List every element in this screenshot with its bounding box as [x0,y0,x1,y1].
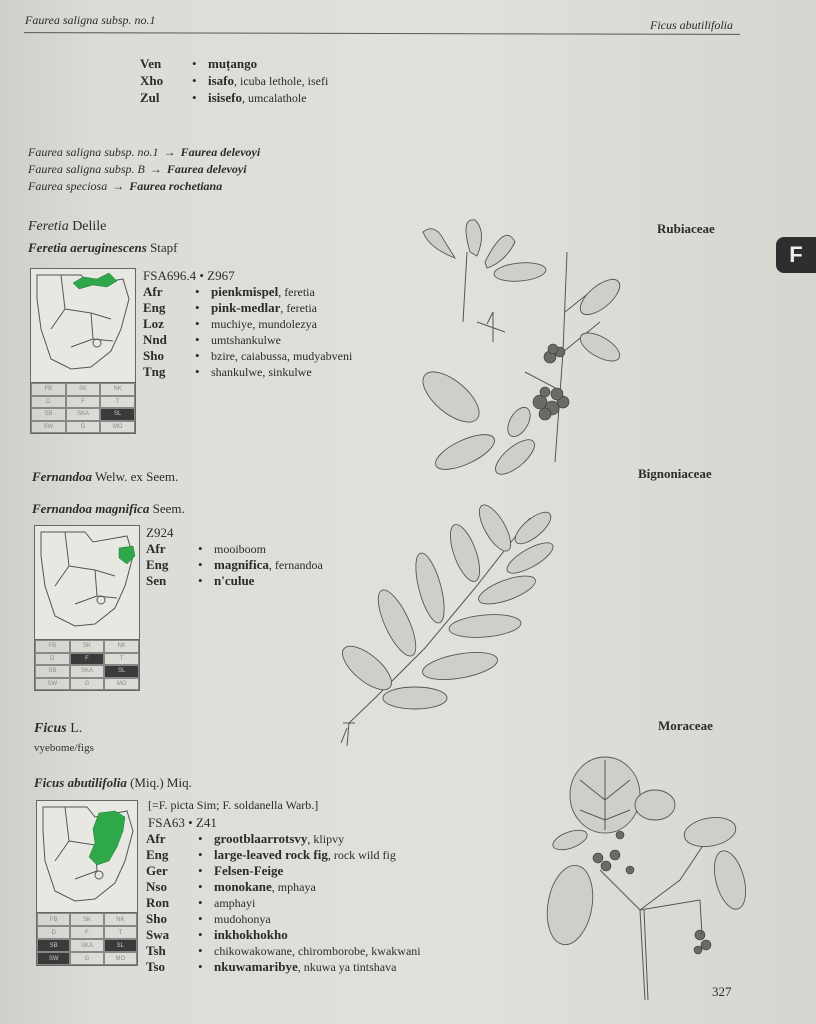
synonym-to: Faurea delevoyi [180,145,261,159]
species-fernandoa-magnifica: Fernandoa magnifica Seem. [32,501,185,516]
refs-ficus: FSA63 • Z41 [148,815,217,830]
primary-name: isisefo [208,90,242,105]
region-cell: SK [70,913,103,926]
synonym-row [28,161,247,177]
synonym-from: Faurea speciosa [28,179,108,193]
fruit-cluster-1 [544,344,565,363]
other-names: umtshankulwe [211,333,281,347]
name-row [146,911,271,927]
primary-name: isafo [208,73,234,88]
bullet: • [198,573,203,588]
region-cell: MO [104,952,137,965]
species-ficus-abutilifolia: Ficus abutilifolia (Miq.) Miq. [34,775,192,790]
bullet: • [195,316,200,331]
family-bignoniaceae: Bignoniaceae [638,466,712,481]
species-feretia-aeruginescens: Feretia aeruginescens Stapf [28,240,178,255]
name-row [146,573,254,589]
other-names: mudohonya [214,912,271,926]
other-names: mooiboom [214,542,267,556]
language-code: Tng [143,364,166,379]
genus-ficus: Ficus L. [34,721,83,736]
running-header-right: Ficus abutilifolia [650,18,733,32]
synonym-row [28,144,260,160]
header-rule [24,32,740,35]
language-code: Sho [146,911,167,926]
region-cell: SL [100,408,135,421]
language-code: Afr [146,541,166,556]
primary-name: nkuwamaribye [214,959,298,974]
common-name-ficus: vyebome/figs [34,742,94,754]
fruit-cluster-2 [533,387,569,420]
name-row [146,557,323,573]
region-cell: D [31,396,66,409]
bullet: • [198,541,203,556]
synonym-line-ficus: [=F. picta Sim; F. soldanella Warb.] [148,798,319,812]
region-cell: NK [104,913,137,926]
region-cell: NK [104,640,139,653]
language-code: Ron [146,895,170,910]
region-cell: D [37,926,70,939]
synonym-to: Faurea rochetiana [129,179,223,193]
name-row [143,348,352,364]
bullet: • [198,911,203,926]
region-cell: T [104,926,137,939]
language-code: Eng [146,847,169,862]
other-names: , mphaya [271,880,316,894]
genus-fernandoa: Fernandoa Welw. ex Seem. [32,469,179,484]
bullet: • [192,56,197,71]
southern-africa-map [35,526,139,640]
name-row [146,895,255,911]
other-names: chikowakowane, chiromborobe, kwakwani [214,944,421,958]
bullet: • [195,348,200,363]
arrow: → [163,145,176,159]
genus-feretia: Feretia Delile [28,219,107,234]
region-cell: SKA [66,408,101,421]
language-code: Afr [143,284,163,299]
language-code: Xho [140,73,164,88]
language-code: Zul [140,90,160,105]
fernandoa-illustration [335,498,557,750]
primary-name: inkhokhokho [214,927,288,942]
bullet: • [195,332,200,347]
primary-name: muṭango [208,56,258,71]
language-code: Sen [146,573,167,588]
region-cell: NK [100,383,135,396]
name-row [146,847,396,863]
region-cell: SL [104,939,137,952]
family-rubiaceae: Rubiaceae [657,221,715,236]
primary-name: grootblaarrotsvy [214,831,308,846]
region-cell: MO [104,678,139,691]
region-cell: SKA [70,939,103,952]
name-row [146,943,421,959]
primary-name: monokane [214,879,272,894]
bullet: • [195,284,200,299]
primary-name: n'culue [214,573,255,588]
other-names: , umcalathole [241,91,307,105]
refs-fernandoa: Z924 [146,525,174,540]
region-cell: G [66,421,101,434]
other-names: shankulwe, sinkulwe [211,365,312,379]
fig-fruits [593,831,711,954]
southern-africa-map [37,801,137,913]
bullet: • [198,847,203,862]
other-names: , icuba lethole, isefi [234,74,329,88]
language-code: Afr [146,831,166,846]
language-code: Swa [146,927,170,942]
region-cell: D [35,653,70,666]
primary-name: large-leaved rock fig [214,847,328,862]
region-cell: MO [100,421,135,434]
region-cell: F [66,396,101,409]
region-cell: G [70,678,105,691]
region-cell: SKA [70,665,105,678]
region-grid-feretia [30,382,136,434]
synonym-from: Faurea saligna subsp. B [28,162,145,176]
bullet: • [198,557,203,572]
name-row [143,300,317,316]
region-cell: SW [31,421,66,434]
language-code: Tso [146,959,166,974]
running-header-left: Faurea saligna subsp. no.1 [25,13,156,27]
name-row [146,831,344,847]
region-cell: T [100,396,135,409]
ficus-illustration [540,750,752,1005]
region-cell: SW [37,952,70,965]
name-row [146,863,283,879]
arrow: → [149,162,162,176]
other-names: , klipvy [307,832,345,846]
bullet: • [198,895,203,910]
region-cell: SK [70,640,105,653]
bullet: • [198,943,203,958]
name-row [146,541,266,557]
region-cell: SB [37,939,70,952]
language-code: Ven [140,56,162,71]
section-tab-f: F [776,237,816,273]
other-names: , nkuwa ya tintshava [297,960,397,974]
region-cell: SL [104,665,139,678]
other-names: , fernandoa [268,558,323,572]
region-cell: SW [35,678,70,691]
other-names: , feretia [280,301,317,315]
primary-name: pienkmispel [211,284,279,299]
region-cell: SB [35,665,70,678]
bullet: • [198,831,203,846]
name-row [143,332,281,348]
region-cell: F [70,926,103,939]
region-cell: FB [37,913,70,926]
synonym-to: Faurea delevoyi [166,162,247,176]
bullet: • [195,364,200,379]
region-cell: FB [31,383,66,396]
bullet: • [198,927,203,942]
name-row [140,56,257,72]
region-grid-ficus [36,912,138,966]
refs-feretia: FSA696.4 • Z967 [143,268,235,283]
feretia-illustration [415,212,625,487]
synonym-from: Faurea saligna subsp. no.1 [28,145,159,159]
family-moraceae: Moraceae [658,718,713,733]
region-grid-fernandoa [34,639,140,691]
region-cell: SB [31,408,66,421]
primary-name: Felsen-Feige [214,863,284,878]
language-code: Loz [143,316,164,331]
language-code: Nnd [143,332,167,347]
region-cell: F [70,653,105,666]
distribution-map-feretia [30,268,136,384]
distribution-map-fernandoa [34,525,140,641]
other-names: muchiye, mundolezya [211,317,317,331]
region-cell: T [104,653,139,666]
name-row [143,364,312,380]
bullet: • [192,90,197,105]
name-row [143,284,315,300]
other-names: , rock wild fig [327,848,396,862]
language-code: Ger [146,863,168,878]
language-code: Eng [146,557,169,572]
language-code: Sho [143,348,164,363]
bullet: • [198,959,203,974]
other-names: amphayi [214,896,256,910]
name-row [140,90,307,106]
language-code: Nso [146,879,167,894]
other-names: bzire, caiabussa, mudyabveni [211,349,353,363]
region-cell: FB [35,640,70,653]
language-code: Tsh [146,943,166,958]
synonym-row [28,178,222,194]
other-names: , feretia [278,285,315,299]
primary-name: pink-medlar [211,300,281,315]
region-cell: SK [66,383,101,396]
bullet: • [195,300,200,315]
distribution-map-ficus [36,800,138,914]
bullet: • [198,879,203,894]
bullet: • [198,863,203,878]
name-row [146,879,316,895]
southern-africa-map [31,269,135,383]
name-row [143,316,317,332]
page-number: 327 [712,984,732,999]
name-row [140,73,328,89]
language-code: Eng [143,300,166,315]
name-row [146,927,288,943]
bullet: • [192,73,197,88]
primary-name: magnifica [214,557,269,572]
name-row [146,959,396,975]
region-cell: G [70,952,103,965]
arrow: → [112,179,125,193]
